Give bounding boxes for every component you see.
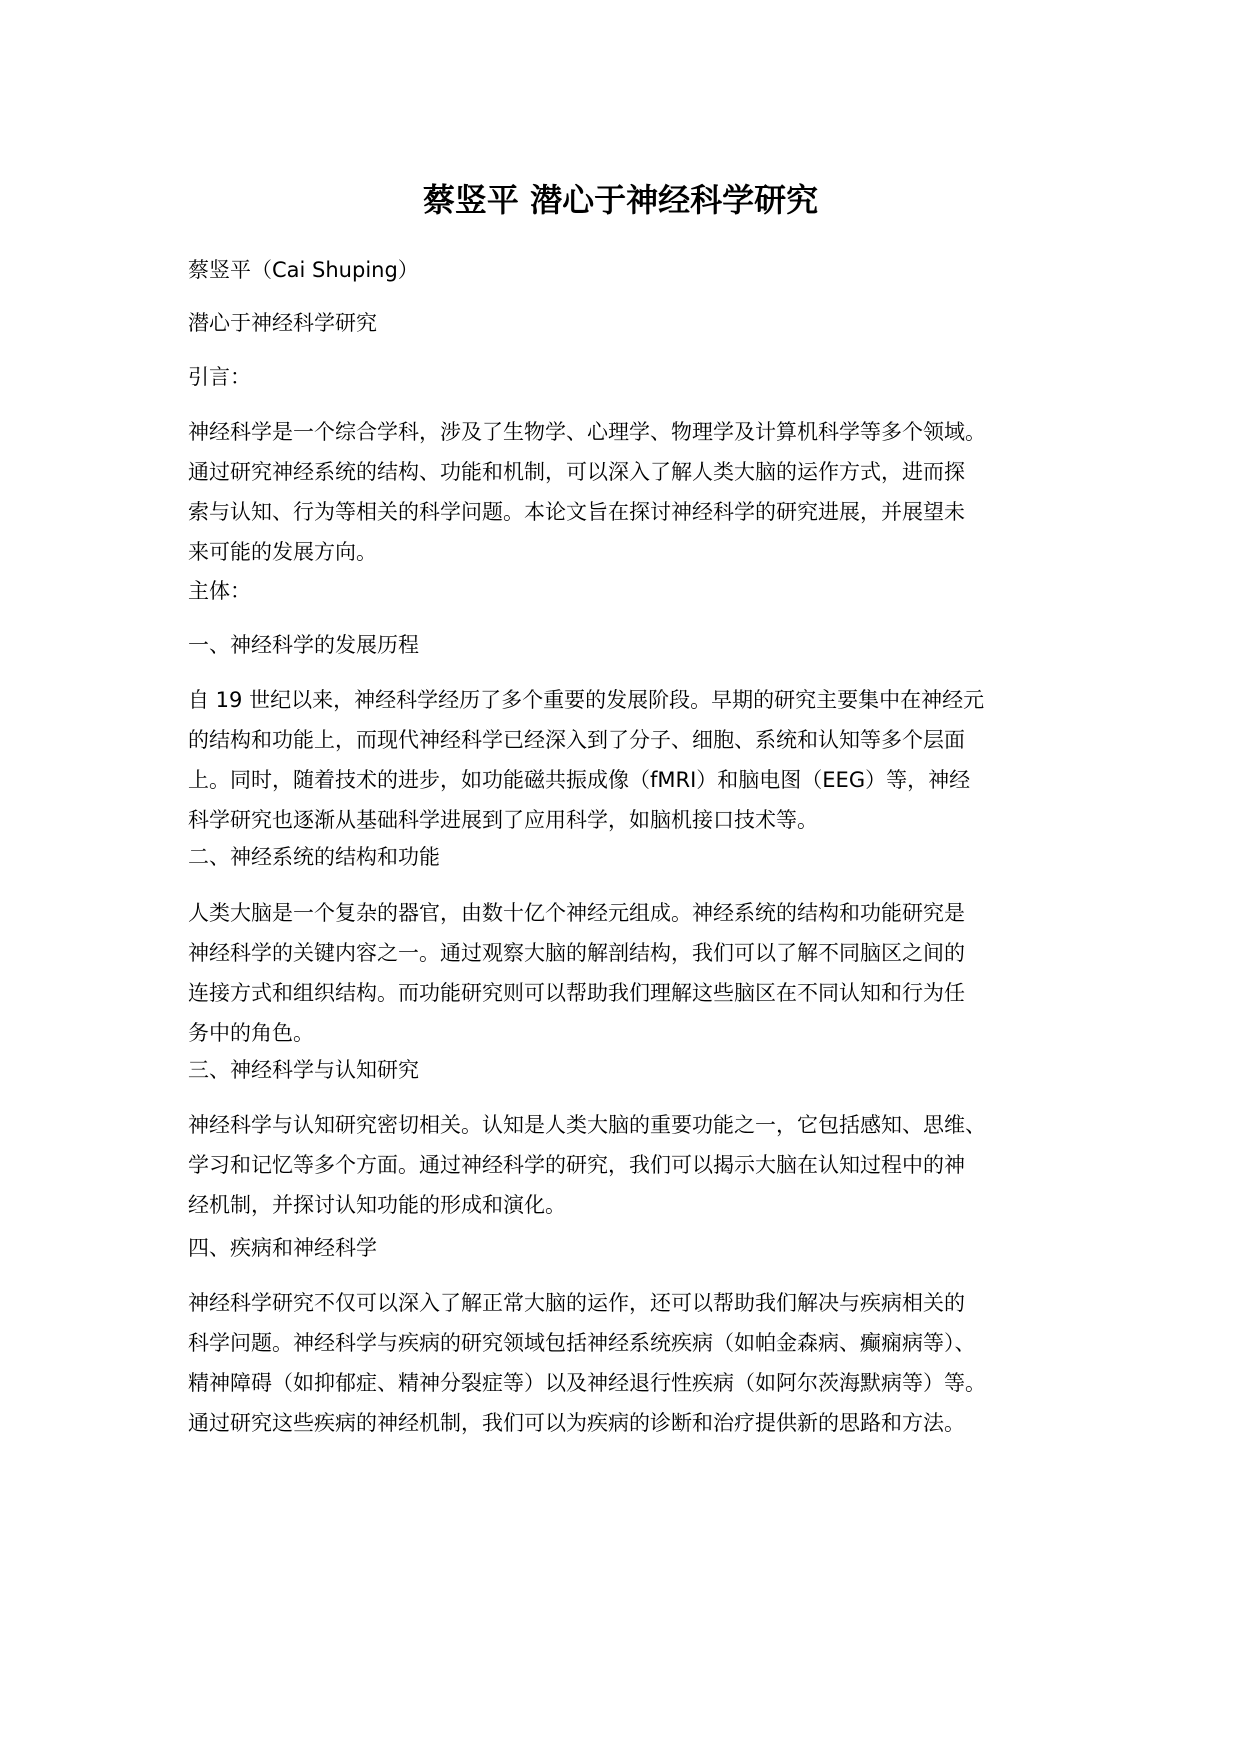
author-line: 蔡竖平（Cai Shuping） [188, 258, 419, 282]
paragraph-line: 务中的角色。 [188, 1021, 314, 1045]
intro-paragraph [188, 412, 986, 572]
paragraph-line: 来可能的发展方向。 [188, 540, 377, 564]
paragraph-line: 神经科学是一个综合学科，涉及了生物学、心理学、物理学及计算机科学等多个领域。 [188, 420, 986, 444]
paragraph-line: 科学研究也逐渐从基础科学进展到了应用科学，如脑机接口技术等。 [188, 808, 818, 832]
paragraph-line: 神经科学的关键内容之一。通过观察大脑的解剖结构，我们可以了解不同脑区之间的 [188, 941, 965, 965]
paragraph-line: 通过研究神经系统的结构、功能和机制，可以深入了解人类大脑的运作方式，进而探 [188, 460, 965, 484]
paragraph-line: 上。同时，随着技术的进步，如功能磁共振成像（fMRI）和脑电图（EEG）等，神经 [188, 768, 971, 792]
paragraph-line: 神经科学研究不仅可以深入了解正常大脑的运作，还可以帮助我们解决与疾病相关的 [188, 1291, 965, 1315]
section-paragraph [188, 893, 965, 1053]
section-paragraph [188, 1283, 986, 1443]
paragraph-line: 精神障碍（如抑郁症、精神分裂症等）以及神经退行性疾病（如阿尔茨海默病等）等。 [188, 1371, 986, 1395]
section-heading: 一、神经科学的发展历程 [188, 633, 419, 657]
section-paragraph [188, 680, 984, 840]
paragraph-line: 人类大脑是一个复杂的器官，由数十亿个神经元组成。神经系统的结构和功能研究是 [188, 901, 965, 925]
paragraph-line: 通过研究这些疾病的神经机制，我们可以为疾病的诊断和治疗提供新的思路和方法。 [188, 1411, 965, 1435]
paragraph-line: 连接方式和组织结构。而功能研究则可以帮助我们理解这些脑区在不同认知和行为任 [188, 981, 965, 1005]
section-heading: 四、疾病和神经科学 [188, 1236, 377, 1260]
paragraph-line: 神经科学与认知研究密切相关。认知是人类大脑的重要功能之一，它包括感知、思维、 [188, 1113, 986, 1137]
paragraph-line: 科学问题。神经科学与疾病的研究领域包括神经系统疾病（如帕金森病、癫痫病等）、 [188, 1331, 976, 1355]
paragraph-line: 的结构和功能上，而现代神经科学已经深入到了分子、细胞、系统和认知等多个层面 [188, 728, 965, 752]
section-paragraph [188, 1105, 986, 1225]
paragraph-line: 学习和记忆等多个方面。通过神经科学的研究，我们可以揭示大脑在认知过程中的神 [188, 1153, 965, 1177]
subtitle-line: 潜心于神经科学研究 [188, 311, 377, 335]
paragraph-line: 自 19 世纪以来，神经科学经历了多个重要的发展阶段。早期的研究主要集中在神经元 [188, 688, 985, 712]
section-heading: 二、神经系统的结构和功能 [188, 845, 440, 869]
document-title: 蔡竖平 潜心于神经科学研究 [422, 181, 819, 219]
intro-heading: 引言： [188, 365, 251, 389]
paragraph-line: 索与认知、行为等相关的科学问题。本论文旨在探讨神经科学的研究进展，并展望未 [188, 500, 965, 524]
section-heading: 三、神经科学与认知研究 [188, 1058, 419, 1082]
paragraph-line: 经机制，并探讨认知功能的形成和演化。 [188, 1193, 566, 1217]
body-heading: 主体： [188, 579, 251, 603]
